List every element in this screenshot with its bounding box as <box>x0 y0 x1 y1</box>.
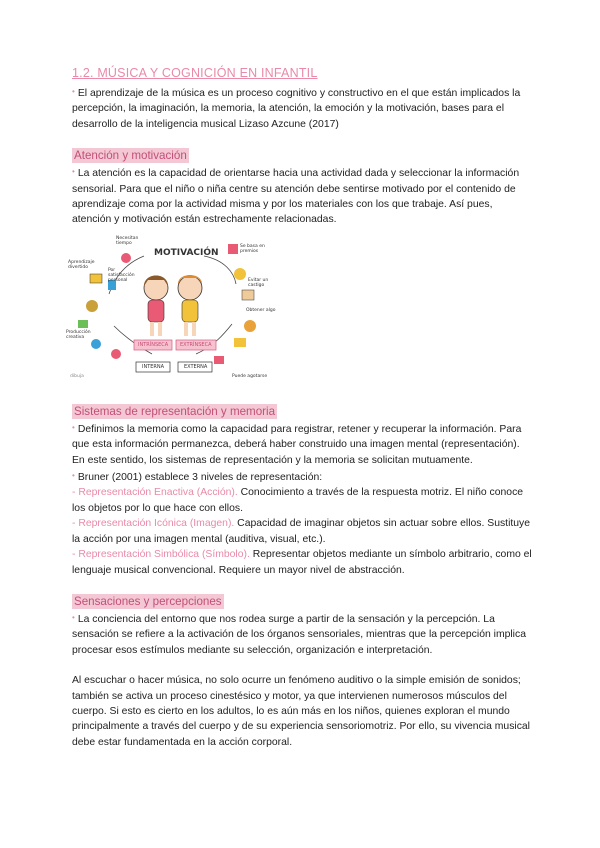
figure-box-label: EXTERNA <box>184 363 208 370</box>
section-heading: Sensaciones y percepciones <box>74 594 222 608</box>
section-paragraph <box>72 164 532 228</box>
figure-label: Producción creativa <box>66 329 91 340</box>
representation-text: Capacidad de imaginar objetos sin actuar sobre ellos. Sustituye la acción por una imagen mental (auditiva, visual, etc.). <box>72 518 531 545</box>
section-heading: Atención y motivación <box>74 149 187 163</box>
paragraph-text: La atención es la capacidad de orientarse hacia una actividad dada y seleccionar la información sensorial. Para que el niño o niña centre su atención debe sentirse motivado por el contenido de aprendizaje coma por la actividad misma y por los materiales con los que trabaje. Así pues, atención y motivación están estrechamente relacionadas. <box>72 168 520 226</box>
section-sensaciones <box>72 592 532 750</box>
figure-label: Se basa en premios <box>240 243 265 254</box>
figure-box-label: INTRÍNSECA <box>138 341 169 348</box>
section-paragraph: Al escuchar o hacer música, no solo ocurre un fenómeno auditivo o la simple emisión de sonidos; también se activa un proceso cinestésico y motor, ya que intervienen numerosos músculos del cuerpo. Si esto es cierto en los adultos, lo es aún más en los niños, quienes exploran el mundo principalmente a través del cuerpo y de su experiencia sensoriomotriz. Por ello, su vivencia musical debe estar fundamentada en la acción corporal. <box>72 675 530 748</box>
section-heading: Sistemas de representación y memoria <box>74 404 276 418</box>
figure-box-label: EXTRÍNSECA <box>180 341 212 348</box>
section-paragraph <box>72 420 532 468</box>
section-paragraph <box>72 468 532 485</box>
bullet-icon: • <box>72 422 75 432</box>
motivation-illustration <box>64 234 282 386</box>
figure-box-label: INTERNA <box>142 363 165 370</box>
page-title: 1.2. MÚSICA Y COGNICIÓN EN INFANTIL <box>72 66 318 80</box>
paragraph-text: Definimos la memoria como la capacidad para registrar, retener y recuperar la información. Para que esta información permanezca, deberá haber construido una imagen mental (representación). En este sentido, los sistemas de representación y la memoria se solicitan mutuamente. <box>72 423 522 466</box>
paragraph-text: La conciencia del entorno que nos rodea surge a partir de la sensación y la percepción. La sensación se refiere a la activación de los órganos sensoriales, mientras que la percepción implica procesar esos estímulos mediante su selección, organización e interpretación. <box>72 613 526 656</box>
representation-text: Representar objetos mediante un símbolo arbitrario, como el lenguaje musical convencional. Requiere un mayor nivel de abstracción. <box>72 549 532 576</box>
section-sistemas <box>72 402 532 578</box>
intro-paragraph <box>72 84 532 132</box>
representation-label: - Representación Icónica (Imagen). <box>72 518 235 530</box>
figure-label: Necesitan tiempo <box>116 235 139 246</box>
figure-label: Puede agotarse <box>232 373 268 379</box>
representation-item <box>72 485 532 516</box>
figure-label: Obtener algo <box>246 307 276 313</box>
intro-text: El aprendizaje de la música es un proceso cognitivo y constructivo en el que están implicados la percepción, la imaginación, la memoria, la atención, la emoción y la motivación, bases para el desarrollo de la inteligencia musical Lizaso Azcune (2017) <box>72 88 521 130</box>
document-page <box>66 66 532 750</box>
figure-title: MOTIVACIÓN <box>154 247 219 258</box>
representation-item <box>72 516 532 547</box>
bullet-icon: • <box>72 167 75 177</box>
bullet-icon: • <box>72 471 75 481</box>
representation-label: - Representación Simbólica (Símbolo). <box>72 549 250 561</box>
bullet-icon: • <box>72 87 75 96</box>
paragraph-text: Bruner (2001) establece 3 niveles de representación: <box>77 472 323 484</box>
figure-label: Aprendizaje divertido <box>68 259 95 270</box>
representation-text: Conocimiento a través de la respuesta motriz. El niño conoce los objetos por lo que hace con ellos. <box>72 487 524 514</box>
figure-signature: dibuja <box>70 373 84 379</box>
figure-label: Evitar un castigo <box>248 277 269 288</box>
representation-label: - Representación Enactiva (Acción). <box>72 487 238 499</box>
section-atencion <box>66 146 532 386</box>
bullet-icon: • <box>72 612 75 622</box>
representation-item <box>72 547 532 578</box>
section-paragraph <box>72 610 532 658</box>
figure-label: Por satisfacción personal <box>108 267 135 283</box>
